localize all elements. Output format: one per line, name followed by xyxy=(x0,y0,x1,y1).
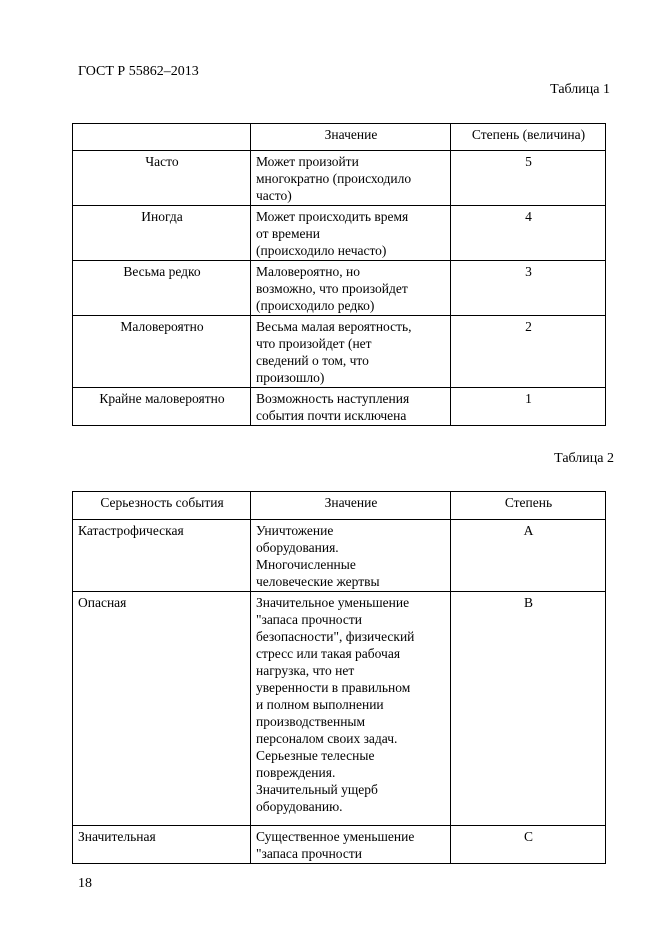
meaning-cell xyxy=(251,592,451,826)
degree-cell: 4 xyxy=(451,206,606,261)
cell-line: многократно (происходило xyxy=(256,171,412,186)
table2-header-cell: Серьезность события xyxy=(73,492,251,520)
frequency-cell: Маловероятно xyxy=(73,316,251,388)
cell-line: Многочисленные xyxy=(256,557,356,572)
table2-header-cell: Значение xyxy=(251,492,451,520)
table-row xyxy=(73,261,606,316)
cell-line: персоналом своих задач. xyxy=(256,731,398,746)
severity-cell: Значительная xyxy=(73,826,251,864)
table-row xyxy=(73,388,606,426)
cell-line: "запаса прочности xyxy=(256,846,362,861)
cell-line: Значительное уменьшение xyxy=(256,595,410,610)
cell-line: часто) xyxy=(256,188,292,203)
degree-cell: 5 xyxy=(451,151,606,206)
cell-line: человеческие жертвы xyxy=(256,574,380,589)
cell-line: уверенности в правильном xyxy=(256,680,411,695)
document-code: ГОСТ Р 55862–2013 xyxy=(78,64,199,79)
cell-line: события почти исключена xyxy=(256,408,407,423)
table2-header-cell: Степень xyxy=(451,492,606,520)
cell-line: Уничтожение xyxy=(256,523,334,538)
degree-cell: C xyxy=(451,826,606,864)
table1-header-cell: Значение xyxy=(251,124,451,151)
meaning-cell xyxy=(251,826,451,864)
severity-cell: Опасная xyxy=(73,592,251,826)
cell-line: от времени xyxy=(256,226,320,241)
table-row xyxy=(73,151,606,206)
degree-cell: 2 xyxy=(451,316,606,388)
meaning-cell xyxy=(251,206,451,261)
meaning-cell xyxy=(251,261,451,316)
cell-line: нагрузка, что нет xyxy=(256,663,355,678)
cell-line: (происходило редко) xyxy=(256,298,375,313)
table1-header-cell xyxy=(73,124,251,151)
cell-line: безопасности", физический xyxy=(256,629,415,644)
frequency-cell: Весьма редко xyxy=(73,261,251,316)
cell-line: Весьма малая вероятность, xyxy=(256,319,412,334)
cell-line: что произойдет (нет xyxy=(256,336,372,351)
cell-line: повреждения. xyxy=(256,765,336,780)
cell-line: Маловероятно, но xyxy=(256,264,360,279)
table1-header-cell: Степень (величина) xyxy=(451,124,606,151)
table1-caption: Таблица 1 xyxy=(550,82,610,97)
table1 xyxy=(72,123,606,426)
meaning-cell xyxy=(251,316,451,388)
cell-line: "запаса прочности xyxy=(256,612,362,627)
severity-cell: Катастрофическая xyxy=(73,520,251,592)
cell-line: Возможность наступления xyxy=(256,391,410,406)
table-row xyxy=(73,206,606,261)
cell-line: Существенное уменьшение xyxy=(256,829,415,844)
table1-header-row xyxy=(73,124,606,151)
degree-cell: B xyxy=(451,592,606,826)
cell-line: производственным xyxy=(256,714,366,729)
degree-cell: A xyxy=(451,520,606,592)
frequency-cell: Иногда xyxy=(73,206,251,261)
table-row xyxy=(73,826,606,864)
table-row xyxy=(73,592,606,826)
table2-caption: Таблица 2 xyxy=(554,451,614,466)
meaning-cell xyxy=(251,388,451,426)
frequency-cell: Часто xyxy=(73,151,251,206)
cell-line: стресс или такая рабочая xyxy=(256,646,401,661)
cell-line: (происходило нечасто) xyxy=(256,243,387,258)
cell-line: возможно, что произойдет xyxy=(256,281,408,296)
cell-line: и полном выполнении xyxy=(256,697,384,712)
frequency-cell: Крайне маловероятно xyxy=(73,388,251,426)
cell-line: Может произойти xyxy=(256,154,359,169)
meaning-cell xyxy=(251,520,451,592)
cell-line: Серьезные телесные xyxy=(256,748,375,763)
cell-line: оборудования. xyxy=(256,540,339,555)
page-number: 18 xyxy=(78,876,92,891)
table2-header-row xyxy=(73,492,606,520)
cell-line: произошло) xyxy=(256,370,325,385)
cell-line: оборудованию. xyxy=(256,799,343,814)
meaning-cell xyxy=(251,151,451,206)
table2 xyxy=(72,491,606,864)
degree-cell: 1 xyxy=(451,388,606,426)
degree-cell: 3 xyxy=(451,261,606,316)
table-row xyxy=(73,520,606,592)
table-row xyxy=(73,316,606,388)
cell-line: Значительный ущерб xyxy=(256,782,378,797)
cell-line: сведений о том, что xyxy=(256,353,369,368)
cell-line: Может происходить время xyxy=(256,209,409,224)
